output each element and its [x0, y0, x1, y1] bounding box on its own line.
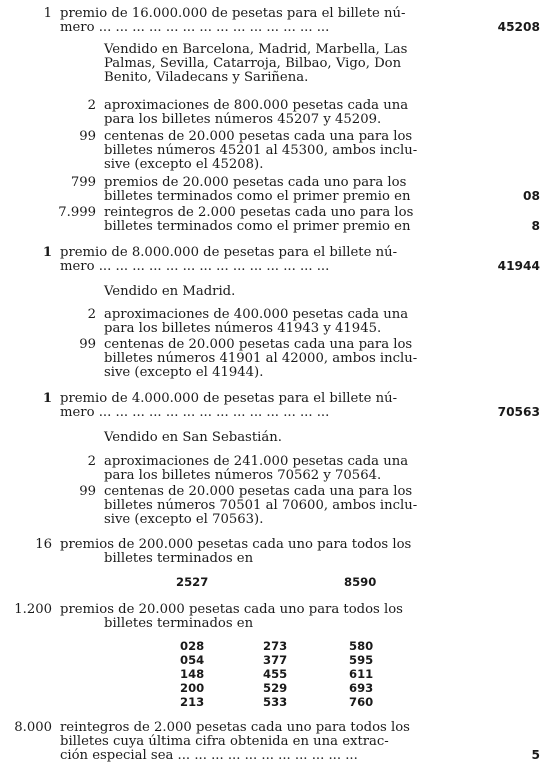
centenas-line: sive (excepto el 41944).	[104, 365, 264, 380]
first-prize-qty: 1	[43, 6, 52, 21]
centenas-line: billetes números 70501 al 70600, ambos inclu-	[104, 498, 418, 513]
ending-cell: 580	[349, 639, 374, 653]
ending-cell: 200	[180, 681, 205, 695]
centenas-line: sive (excepto el 70563).	[104, 512, 264, 527]
third-prize-line: mero ... ... ... ... ... ... ... ... ... ... ... ... ... ...	[60, 405, 330, 420]
ending-cell: 595	[349, 653, 374, 667]
first-prize-line: mero ... ... ... ... ... ... ... ... ... ... ... ... ... ...	[60, 20, 330, 35]
sold-where-line: Vendido en San Sebastián.	[104, 430, 282, 445]
ending-cell: 533	[263, 695, 288, 709]
ending-cell: 760	[349, 695, 374, 709]
centenas-line: sive (excepto el 45208).	[104, 157, 264, 172]
second-prize-number: 41944	[497, 259, 540, 273]
ending-number: 2527	[176, 575, 209, 589]
centenas-line: centenas de 20.000 pesetas cada una para los	[104, 337, 413, 352]
ending-cell: 611	[349, 667, 374, 681]
third-prize-qty: 1	[42, 391, 52, 406]
centenas-line: centenas de 20.000 pesetas cada una para los	[104, 484, 413, 499]
second-prize-line: premio de 8.000.000 de pesetas para el billete nú-	[60, 245, 398, 260]
special-reintegros-line: ción especial sea ... ... ... ... ... ... ... ... ... ... ...	[60, 748, 358, 763]
first-prize-number: 45208	[497, 20, 540, 34]
centenas-line: billetes números 41901 al 42000, ambos inclu-	[104, 351, 418, 366]
reintegros-line: reintegros de 2.000 pesetas cada uno para los	[104, 205, 414, 220]
second-prize-line: mero ... ... ... ... ... ... ... ... ... ... ... ... ... ...	[60, 259, 330, 274]
approximations-qty: 2	[87, 98, 96, 113]
third-prize-number: 70563	[497, 405, 540, 419]
sold-where-line: Vendido en Madrid.	[104, 284, 236, 299]
special-reintegros-line: billetes cuya última cifra obtenida en una extrac-	[60, 734, 389, 749]
special-reintegros-line: reintegros de 2.000 pesetas cada uno para todos los	[60, 720, 410, 735]
prizes-20000-qty: 1.200	[14, 602, 52, 617]
prizes-200000-line: premios de 200.000 pesetas cada uno para todos los	[60, 537, 412, 552]
special-reintegros-qty: 8.000	[14, 720, 52, 735]
reintegros-qty: 7.999	[58, 205, 96, 220]
centenas-qty: 99	[79, 129, 96, 144]
centenas-line: billetes números 45201 al 45300, ambos inclu-	[104, 143, 418, 158]
approximations-qty: 2	[87, 307, 96, 322]
ending-cell: 377	[263, 653, 288, 667]
prizes-20000-line: billetes terminados en	[104, 616, 254, 631]
sold-where-line: Palmas, Sevilla, Catarroja, Bilbao, Vigo, Don	[104, 56, 402, 71]
approximations-line: aproximaciones de 800.000 pesetas cada una	[104, 98, 409, 113]
first-prize-line: premio de 16.000.000 de pesetas para el billete nú-	[60, 6, 406, 21]
approximations-qty: 2	[87, 454, 96, 469]
ending-cell: 273	[263, 639, 288, 653]
reintegros-number: 8	[531, 219, 540, 233]
approximations-line: para los billetes números 70562 y 70564.	[104, 468, 382, 483]
sold-where-line: Vendido en Barcelona, Madrid, Marbella, Las	[104, 42, 408, 57]
second-prize-qty: 1	[42, 245, 52, 260]
third-prize-line: premio de 4.000.000 de pesetas para el billete nú-	[60, 391, 398, 406]
approximations-line: para los billetes números 45207 y 45209.	[104, 112, 382, 127]
prizes-200000-qty: 16	[35, 537, 52, 552]
terminations-number: 08	[523, 189, 540, 203]
terminations-line: premios de 20.000 pesetas cada uno para los	[104, 175, 407, 190]
ending-number: 8590	[344, 575, 377, 589]
ending-cell: 028	[180, 639, 205, 653]
sold-where-line: Benito, Viladecans y Sariñena.	[104, 70, 309, 85]
centenas-qty: 99	[79, 484, 96, 499]
terminations-line: billetes terminados como el primer premio en	[104, 189, 411, 204]
reintegros-line: billetes terminados como el primer premio en	[104, 219, 411, 234]
terminations-qty: 799	[70, 175, 96, 190]
prizes-200000-line: billetes terminados en	[104, 551, 254, 566]
ending-cell: 148	[180, 667, 205, 681]
centenas-qty: 99	[79, 337, 96, 352]
approximations-line: aproximaciones de 400.000 pesetas cada una	[104, 307, 409, 322]
centenas-line: centenas de 20.000 pesetas cada una para los	[104, 129, 413, 144]
prizes-20000-line: premios de 20.000 pesetas cada uno para todos los	[60, 602, 403, 617]
ending-cell: 455	[263, 667, 288, 681]
approximations-line: para los billetes números 41943 y 41945.	[104, 321, 382, 336]
approximations-line: aproximaciones de 241.000 pesetas cada una	[104, 454, 409, 469]
ending-cell: 054	[180, 653, 205, 667]
ending-cell: 213	[180, 695, 205, 709]
ending-cell: 529	[263, 681, 288, 695]
special-reintegros-number: 5	[531, 748, 540, 762]
ending-cell: 693	[349, 681, 374, 695]
